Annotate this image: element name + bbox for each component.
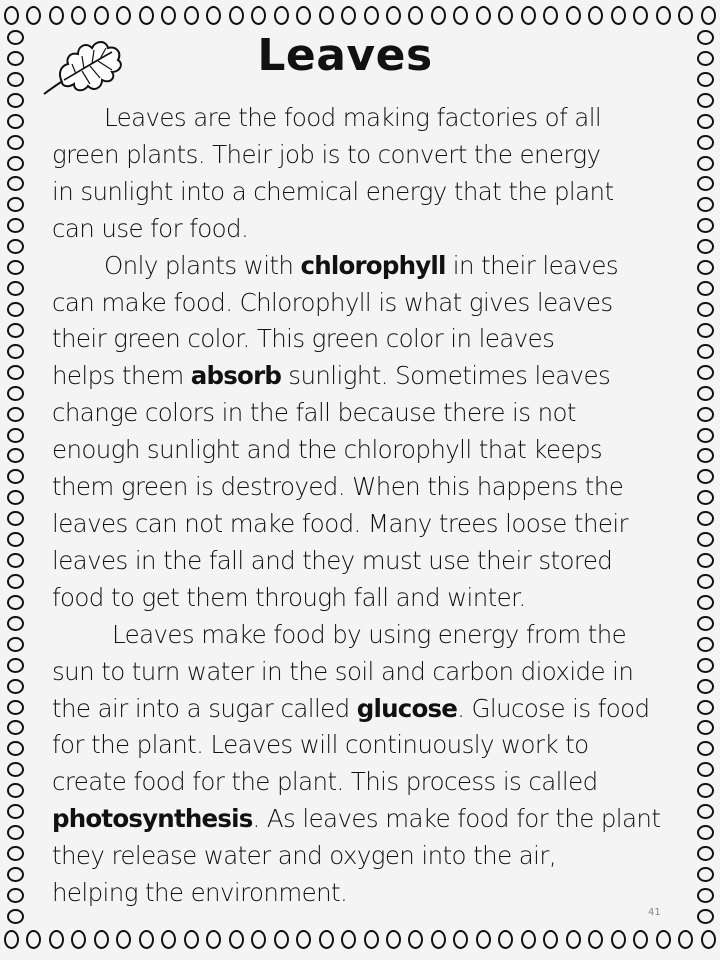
border-ring bbox=[7, 720, 24, 735]
border-ring bbox=[7, 511, 24, 526]
border-ring bbox=[139, 6, 154, 25]
text-segment: helps them bbox=[52, 361, 191, 391]
border-ring bbox=[697, 469, 714, 484]
text-line: food to get them through fall and winter. bbox=[52, 582, 526, 612]
text-line: leaves can not make food. Many trees loose their bbox=[52, 508, 629, 538]
border-ring bbox=[697, 323, 714, 338]
border-ring bbox=[7, 260, 24, 275]
text-line: can use for food. bbox=[52, 213, 249, 243]
border-ring bbox=[184, 930, 199, 949]
border-ring bbox=[697, 909, 714, 924]
border-ring bbox=[7, 448, 24, 463]
text-line bbox=[52, 358, 682, 395]
border-ring bbox=[701, 6, 716, 25]
border-ring bbox=[7, 909, 24, 924]
text-line: Leaves are the food making factories of all bbox=[104, 103, 602, 132]
border-ring bbox=[697, 658, 714, 673]
article-body bbox=[52, 100, 682, 912]
border-ring bbox=[94, 930, 109, 949]
border-ring bbox=[697, 532, 714, 547]
border-ring bbox=[697, 448, 714, 463]
text-line: Leaves make food by using energy from the bbox=[112, 619, 627, 649]
border-ring bbox=[7, 637, 24, 652]
border-ring bbox=[633, 930, 648, 949]
text-segment: the air into a sugar called bbox=[52, 693, 357, 723]
border-ring bbox=[697, 428, 714, 443]
border-ring bbox=[697, 867, 714, 882]
border-ring bbox=[26, 930, 41, 949]
border-ring bbox=[697, 720, 714, 735]
border-ring bbox=[71, 930, 86, 949]
border-ring bbox=[49, 930, 64, 949]
border-ring bbox=[697, 135, 714, 150]
border-ring bbox=[543, 930, 558, 949]
border-ring bbox=[49, 6, 64, 25]
border-ring bbox=[7, 239, 24, 254]
border-ring bbox=[7, 846, 24, 861]
border-ring bbox=[296, 930, 311, 949]
border-ring bbox=[697, 30, 714, 45]
border-ring bbox=[431, 6, 446, 25]
keyword-photosynthesis: photosynthesis bbox=[52, 804, 253, 834]
text-line bbox=[52, 801, 682, 838]
border-ring bbox=[4, 930, 19, 949]
text-line: for the plant. Leaves will continuously work to bbox=[52, 730, 589, 760]
text-line: green plants. Their job is to convert the energy bbox=[52, 139, 601, 169]
text-line: sun to turn water in the soil and carbon dioxide in bbox=[52, 656, 634, 686]
border-ring bbox=[697, 156, 714, 171]
border-ring bbox=[697, 762, 714, 777]
border-right bbox=[692, 28, 718, 926]
border-ring bbox=[4, 6, 19, 25]
text-line: they release water and oxygen into the air, bbox=[52, 841, 557, 871]
border-ring bbox=[588, 6, 603, 25]
border-ring bbox=[697, 553, 714, 568]
border-ring bbox=[697, 114, 714, 129]
border-ring bbox=[7, 867, 24, 882]
border-ring bbox=[296, 6, 311, 25]
border-ring bbox=[386, 930, 401, 949]
border-ring bbox=[697, 218, 714, 233]
border-ring bbox=[697, 51, 714, 66]
text-line: helping the environment. bbox=[52, 878, 348, 908]
border-ring bbox=[71, 6, 86, 25]
border-ring bbox=[161, 930, 176, 949]
border-ring bbox=[7, 156, 24, 171]
border-ring bbox=[7, 783, 24, 798]
border-ring bbox=[94, 6, 109, 25]
text-line bbox=[52, 691, 682, 728]
border-ring bbox=[7, 114, 24, 129]
border-ring bbox=[206, 930, 221, 949]
border-ring bbox=[206, 6, 221, 25]
border-ring bbox=[678, 6, 693, 25]
border-ring bbox=[566, 6, 581, 25]
border-top bbox=[0, 2, 720, 28]
border-ring bbox=[697, 637, 714, 652]
text-segment: in their leaves bbox=[445, 250, 619, 280]
page-number: 41 bbox=[648, 907, 661, 918]
border-ring bbox=[697, 511, 714, 526]
keyword-glucose: glucose bbox=[356, 693, 458, 723]
text-line: their green color. This green color in leaves bbox=[52, 324, 555, 354]
border-ring bbox=[697, 825, 714, 840]
text-line: leaves in the fall and they must use their stored bbox=[52, 545, 613, 575]
border-ring bbox=[184, 6, 199, 25]
border-ring bbox=[7, 700, 24, 715]
border-ring bbox=[7, 93, 24, 108]
border-ring bbox=[7, 658, 24, 673]
border-ring bbox=[7, 595, 24, 610]
border-ring bbox=[697, 281, 714, 296]
text-segment: . As leaves make food for the plant bbox=[252, 804, 661, 834]
border-ring bbox=[229, 6, 244, 25]
border-ring bbox=[319, 6, 334, 25]
border-ring bbox=[7, 323, 24, 338]
border-ring bbox=[7, 281, 24, 296]
page-title: Leaves bbox=[257, 30, 433, 81]
border-ring bbox=[611, 6, 626, 25]
border-ring bbox=[697, 888, 714, 903]
text-line: in sunlight into a chemical energy that the plant bbox=[52, 176, 614, 206]
border-ring bbox=[697, 386, 714, 401]
border-ring bbox=[116, 6, 131, 25]
border-ring bbox=[701, 930, 716, 949]
text-segment: . Glucose is food bbox=[457, 693, 650, 723]
border-ring bbox=[7, 825, 24, 840]
border-ring bbox=[697, 741, 714, 756]
border-ring bbox=[453, 930, 468, 949]
border-ring bbox=[7, 344, 24, 359]
border-ring bbox=[7, 469, 24, 484]
border-ring bbox=[543, 6, 558, 25]
border-ring bbox=[274, 6, 289, 25]
border-ring bbox=[476, 930, 491, 949]
border-ring bbox=[697, 679, 714, 694]
border-ring bbox=[364, 930, 379, 949]
border-ring bbox=[656, 930, 671, 949]
text-line: create food for the plant. This process is called bbox=[52, 767, 598, 797]
border-ring bbox=[7, 741, 24, 756]
border-ring bbox=[588, 930, 603, 949]
border-ring bbox=[697, 804, 714, 819]
border-ring bbox=[697, 260, 714, 275]
border-ring bbox=[26, 6, 41, 25]
border-ring bbox=[697, 197, 714, 212]
border-ring bbox=[521, 930, 536, 949]
border-ring bbox=[521, 6, 536, 25]
border-ring bbox=[656, 6, 671, 25]
border-ring bbox=[697, 700, 714, 715]
border-ring bbox=[697, 595, 714, 610]
keyword-absorb: absorb bbox=[190, 361, 282, 391]
border-ring bbox=[7, 490, 24, 505]
border-ring bbox=[697, 72, 714, 87]
border-ring bbox=[697, 490, 714, 505]
border-ring bbox=[611, 930, 626, 949]
border-ring bbox=[7, 888, 24, 903]
border-ring bbox=[364, 6, 379, 25]
border-ring bbox=[341, 6, 356, 25]
border-ring bbox=[7, 762, 24, 777]
border-ring bbox=[229, 930, 244, 949]
border-ring bbox=[697, 302, 714, 317]
border-ring bbox=[7, 574, 24, 589]
keyword-chlorophyll: chlorophyll bbox=[300, 250, 446, 280]
text-segment: sunlight. Sometimes leaves bbox=[281, 361, 611, 391]
border-ring bbox=[7, 302, 24, 317]
border-ring bbox=[7, 616, 24, 631]
text-line: enough sunlight and the chlorophyll that keeps bbox=[52, 435, 603, 465]
border-ring bbox=[7, 553, 24, 568]
border-ring bbox=[408, 930, 423, 949]
border-ring bbox=[498, 930, 513, 949]
border-ring bbox=[408, 6, 423, 25]
border-ring bbox=[319, 930, 334, 949]
border-ring bbox=[697, 616, 714, 631]
border-ring bbox=[697, 407, 714, 422]
border-ring bbox=[476, 6, 491, 25]
border-ring bbox=[7, 804, 24, 819]
border-ring bbox=[431, 930, 446, 949]
border-bottom bbox=[0, 926, 720, 952]
border-ring bbox=[7, 386, 24, 401]
text-segment: Only plants with bbox=[104, 250, 301, 280]
text-line bbox=[52, 248, 682, 285]
border-ring bbox=[7, 135, 24, 150]
border-ring bbox=[274, 930, 289, 949]
border-ring bbox=[697, 783, 714, 798]
border-ring bbox=[251, 6, 266, 25]
border-ring bbox=[697, 365, 714, 380]
border-left bbox=[2, 28, 28, 926]
border-ring bbox=[139, 930, 154, 949]
border-ring bbox=[116, 930, 131, 949]
border-ring bbox=[7, 407, 24, 422]
border-ring bbox=[7, 218, 24, 233]
border-ring bbox=[498, 6, 513, 25]
border-ring bbox=[7, 365, 24, 380]
border-ring bbox=[7, 197, 24, 212]
border-ring bbox=[251, 930, 266, 949]
border-ring bbox=[7, 428, 24, 443]
border-ring bbox=[697, 574, 714, 589]
border-ring bbox=[697, 239, 714, 254]
border-ring bbox=[697, 176, 714, 191]
text-line: them green is destroyed. When this happens the bbox=[52, 472, 624, 502]
border-ring bbox=[697, 93, 714, 108]
border-ring bbox=[697, 846, 714, 861]
text-line: change colors in the fall because there is not bbox=[52, 398, 576, 428]
border-ring bbox=[7, 176, 24, 191]
border-ring bbox=[7, 679, 24, 694]
text-line: can make food. Chlorophyll is what gives leaves bbox=[52, 287, 613, 317]
border-ring bbox=[566, 930, 581, 949]
border-ring bbox=[7, 532, 24, 547]
border-ring bbox=[678, 930, 693, 949]
border-ring bbox=[386, 6, 401, 25]
border-ring bbox=[453, 6, 468, 25]
border-ring bbox=[161, 6, 176, 25]
border-ring bbox=[633, 6, 648, 25]
border-ring bbox=[341, 930, 356, 949]
border-ring bbox=[697, 344, 714, 359]
